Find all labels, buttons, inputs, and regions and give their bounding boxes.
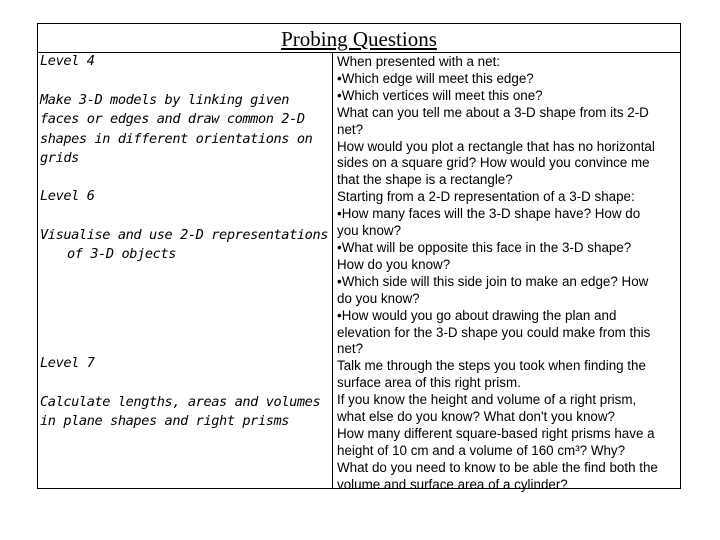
question-line: height of 10 cm and a volume of 160 cm³? Why? (337, 442, 626, 458)
level-7-block (40, 354, 330, 432)
questions-column (337, 54, 679, 494)
question-line: If you know the height and volume of a right prism, (337, 392, 637, 408)
question-line: do you know? (337, 290, 420, 306)
question-line: what else do you know? What don't you know? (337, 409, 615, 425)
column-divider (332, 52, 333, 488)
question-line: How many different square-based right prisms have a (337, 425, 655, 441)
question-line: you know? (337, 223, 402, 239)
question-line: How do you know? (337, 256, 451, 272)
question-line: elevation for the 3-D shape you could make from this (337, 324, 651, 340)
question-line: How would you plot a rectangle that has no horizontal (337, 138, 655, 154)
question-line: that the shape is a rectangle? (337, 172, 513, 188)
level-label: Level 6 (40, 188, 95, 204)
question-line: •How would you go about drawing the plan and (337, 307, 617, 323)
question-line: •How many faces will the 3-D shape have? How do (337, 206, 641, 222)
question-line: Starting from a 2-D representation of a 3-D shape: (337, 189, 635, 205)
question-line: •What will be opposite this face in the 3-D shape? (337, 239, 632, 255)
question-line: net? (337, 341, 364, 357)
question-line: •Which side will this side join to make an edge? How (337, 273, 649, 289)
level-description-cont: of 3-D objects (67, 246, 176, 262)
question-line: When presented with a net: (337, 54, 501, 69)
level-description: Visualise and use 2-D representations (40, 226, 329, 243)
question-line: sides on a square grid? How would you convince me (337, 155, 650, 171)
question-line: •Which edge will meet this edge? (337, 70, 534, 86)
level-label: Level 7 (40, 355, 95, 371)
question-line: volume and surface area of a cylinder? (337, 476, 568, 492)
probing-questions-table (37, 23, 681, 492)
level-description: Calculate lengths, areas and volumes in plane shapes and right prisms (40, 393, 321, 429)
question-line: net? (337, 121, 364, 137)
question-line: surface area of this right prism. (337, 375, 521, 391)
level-4-block (40, 52, 330, 169)
question-line: •Which vertices will meet this one? (337, 87, 543, 103)
question-line: What do you need to know to be able the find both the (337, 459, 658, 475)
question-line: Talk me through the steps you took when finding the (337, 358, 646, 374)
level-label: Level 4 (40, 53, 95, 69)
level-description: Make 3-D models by linking given faces or edges and draw common 2-D shapes in different orientations on grids (40, 91, 313, 166)
question-line: What can you tell me about a 3-D shape from its 2-D (337, 104, 649, 120)
level-6-block (40, 187, 330, 265)
page-title: Probing Questions (281, 27, 437, 51)
